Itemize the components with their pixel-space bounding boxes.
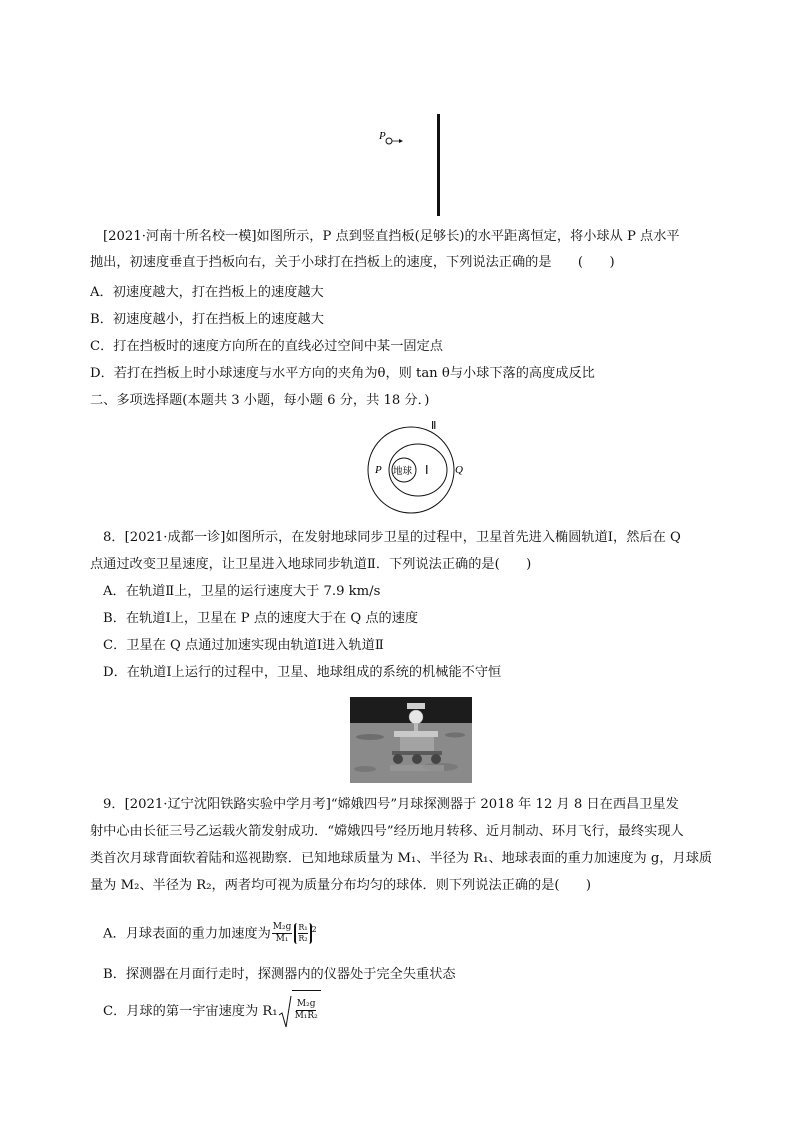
q9-option-a-prefix: A．月球表面的重力加速度为	[103, 926, 271, 942]
point-q-label: Q	[455, 464, 463, 476]
formula-ratio-bracket	[294, 923, 311, 944]
q7-option-c: C．打在挡板时的速度方向所在的直线必过空间中某一固定点	[90, 339, 443, 354]
point-p-label: P	[379, 130, 386, 142]
q9-stem-line1: 9．[2021·辽宁沈阳铁路实验中学月考]“嫦娥四号”月球探测器于 2018 年 12 月 8 日在西昌卫星发	[103, 797, 679, 812]
velocity-arrowhead	[399, 139, 403, 143]
point-p-orbit-label: P	[375, 464, 382, 476]
q9-option-c-prefix: C．月球的第一宇宙速度为 R₁	[103, 1004, 278, 1019]
q8-stem-line2: 点通过改变卫星速度，让卫星进入地球同步轨道Ⅱ．下列说法正确的是( )	[90, 557, 532, 572]
baffle	[437, 114, 440, 216]
q8-stem-line1: 8．[2021·成都一诊]如图所示，在发射地球同步卫星的过程中，卫星首先进入椭圆轨道Ⅰ，然后在 Q	[103, 530, 681, 545]
formula-sqrt	[278, 992, 321, 1031]
orbit-1-label: Ⅰ	[425, 463, 429, 477]
q7-option-a: A．初速度越大，打在挡板上的速度越大	[90, 285, 324, 300]
ratio-denominator: R₂	[298, 934, 308, 944]
q9-option-c	[103, 992, 321, 1032]
figure-orbits	[355, 415, 475, 515]
formula-exponent: 2	[311, 925, 317, 934]
orbit-2-label: Ⅱ	[431, 420, 437, 432]
q8-option-b: B．在轨道Ⅰ上，卫星在 P 点的速度大于在 Q 点的速度	[103, 611, 419, 626]
sqrt-denominator: M₁R₂	[294, 1011, 318, 1021]
q7-stem-line2: 抛出，初速度垂直于挡板向右，关于小球打在挡板上的速度，下列说法正确的是 ( )	[90, 255, 615, 270]
figure-baffle	[370, 110, 450, 220]
formula-denominator: M₁	[275, 934, 289, 945]
sqrt-sign	[278, 995, 292, 1029]
formula-numerator: M₂g	[272, 922, 292, 933]
earth-label: 地球	[393, 466, 413, 477]
q9-stem-line3: 类首次月球背面软着陆和巡视勘察．已知地球质量为 M₁、半径为 R₁、地球表面的重力加速度为 g，月球质	[90, 851, 713, 866]
q9-option-a	[103, 905, 317, 955]
q9-option-b: B．探测器在月面行走时，探测器内的仪器处于完全失重状态	[103, 967, 456, 982]
q8-option-c: C．卫星在 Q 点通过加速实现由轨道Ⅰ进入轨道Ⅱ	[103, 638, 384, 653]
q9-stem-line2: 射中心由长征三号乙运载火箭发射成功．“嫦娥四号”经历地月转移、近月制动、环月飞行，最终实现人	[90, 824, 684, 839]
sqrt-numerator: M₂g	[296, 999, 316, 1009]
q7-option-d: D．若打在挡板上时小球速度与水平方向的夹角为θ，则 tan θ与小球下落的高度成反比	[90, 366, 595, 381]
formula-fraction	[272, 922, 293, 945]
q7-option-b: B．初速度越小，打在挡板上的速度越大	[90, 312, 324, 327]
q7-stem-line1: [2021·河南十所名校一模]如图所示，P 点到竖直挡板(足够长)的水平距离恒定，将小球从 P 点水平	[103, 229, 680, 244]
q8-option-d: D．在轨道Ⅰ上运行的过程中，卫星、地球组成的系统的机械能不守恒	[103, 665, 502, 680]
lunar-rover-photo	[350, 697, 472, 783]
ball	[386, 138, 392, 144]
q9-stem-line4: 量为 M₂、半径为 R₂，两者均可视为质量分布均匀的球体．则下列说法正确的是( )	[90, 878, 592, 893]
section-2-title: 二、多项选择题(本题共 3 小题，每小题 6 分，共 18 分．)	[90, 393, 430, 408]
q8-option-a: A．在轨道Ⅱ上，卫星的运行速度大于 7.9 km/s	[103, 584, 381, 599]
ratio-numerator: R₁	[298, 923, 308, 933]
